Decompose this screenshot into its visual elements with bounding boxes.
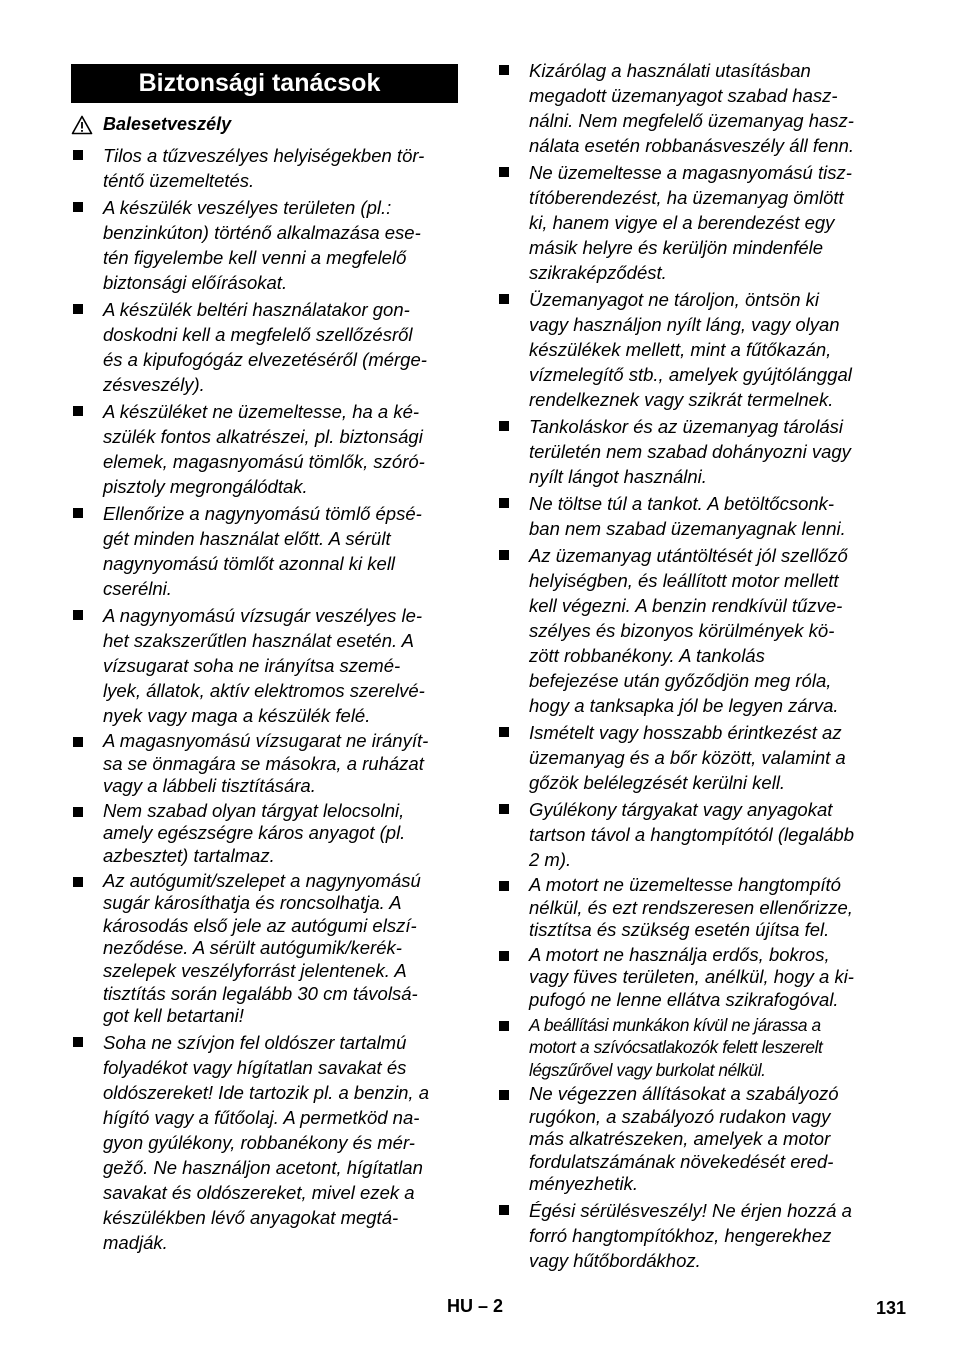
list-item	[71, 730, 463, 798]
bullet-square-icon	[499, 881, 509, 891]
list-item-text: Gyúlékony tárgyakat vagy anyagokat tartson távol a hangtompítótól (legalább 2 m).	[529, 799, 854, 870]
list-item-text: Ne üzemeltesse a magasnyomású tisz- títóberendezést, ha üzemanyag ömlött ki, hanem vigye el a berendezést egy másik helyre és kerüljön mindenféle szikraképződést.	[529, 162, 852, 283]
list-item	[497, 543, 891, 718]
list-item	[71, 870, 463, 1028]
list-item-text: A készüléket ne üzemeltesse, ha a ké- szülék fontos alkatrészei, pl. biztonsági elemek, magasnyomású tömlők, szóró- pisztoly megrongálódtak.	[103, 401, 425, 497]
list-item-text: A motort ne üzemeltesse hangtompító nélkül, és ezt rendszeresen ellenőrizze, tisztítsa és szükség esetén újítsa fel.	[529, 874, 853, 941]
list-item	[497, 944, 891, 1012]
list-item-text: Az üzemanyag utántöltését jól szellőző helyiségben, és leállított motor mellett kell végezni. A benzin rendkívül tűzve- szélyes és bizonyos körülmények kö- zött robbanékony. A tankolás befejezése után győződjön meg róla, hogy a tanksapka jól be legyen zárva.	[529, 545, 848, 716]
bullet-square-icon	[499, 1090, 509, 1100]
list-item-text: A motort ne használja erdős, bokros, vagy füves területen, anélkül, hogy a ki- pufogó ne lenne ellátva szikrafogóval.	[529, 943, 854, 1010]
list-item	[71, 399, 463, 499]
list-item	[497, 414, 891, 489]
list-item	[71, 1030, 463, 1255]
list-item	[71, 800, 463, 868]
bullet-square-icon	[73, 508, 83, 518]
warning-label: Balesetveszély	[103, 114, 232, 134]
list-item-text: Ellenőrize a nagynyomású tömlő épsé- gét minden használat előtt. A sérült nagynyomású tömlőt azonnal ki kell cserélni.	[103, 503, 422, 599]
page-number: 131	[876, 1298, 907, 1318]
list-item-text: Égési sérülésveszély! Ne érjen hozzá a forró hangtompítókhoz, hengerekhez vagy hűtőbordákhoz.	[529, 1200, 852, 1272]
list-item	[71, 603, 463, 728]
list-item	[497, 874, 891, 942]
list-item	[497, 720, 891, 795]
right-bullet-list	[497, 58, 891, 1275]
bullet-square-icon	[499, 167, 509, 177]
list-item	[497, 58, 891, 158]
list-item-text: A készülék veszélyes területen (pl.: benzinkúton) történő alkalmazása ese- tén figyelembe kell venni a megfelelő biztonsági előírásokat.	[103, 197, 421, 293]
bullet-square-icon	[499, 727, 509, 737]
list-item-text: A nagynyomású vízsugár veszélyes le- het szakszerűtlen használat esetén. A vízsugarat soha ne irányítsa szemé- lyek, állatok, aktív elektromos szerelvé- nyek vagy maga a készülék felé.	[103, 605, 425, 726]
list-item-text: A beállítási munkákon kívül ne járassa a motort a szívócsatlakozók felett leszerelt légszűrővel vagy burkolat nélkül.	[529, 1014, 823, 1080]
list-item-text: A készülék beltéri használatakor gon- doskodni kell a megfelelő szellőzésről és a kipufogógáz elvezetéséről (mérge- zésveszély).	[103, 299, 427, 395]
language-page-label: HU – 2	[447, 1296, 504, 1316]
list-item-text: Nem szabad olyan tárgyat lelocsolni, amely egészségre káros anyagot (pl. azbesztet) tartalmaz.	[103, 799, 406, 866]
bullet-square-icon	[73, 406, 83, 416]
bullet-square-icon	[499, 1205, 509, 1215]
bullet-square-icon	[73, 202, 83, 212]
list-item	[497, 1198, 891, 1273]
list-item	[497, 160, 891, 285]
list-item	[497, 491, 891, 541]
list-item	[497, 797, 891, 872]
warning-triangle-icon	[71, 115, 93, 135]
bullet-square-icon	[499, 951, 509, 961]
list-item-text: Soha ne szívjon fel oldószer tartalmú folyadékot vagy hígítatlan savakat és oldószereket! Ide tartozik pl. a benzin, a hígító vagy a fűtőolaj. A permetköd na- gyon gyúlékony, robbanékony és mér- gežő. Ne használjon acetont, hígítatlan savakat és oldószereket, mivel ezek a készülékben lévő anyagokat megtá- madják.	[103, 1031, 429, 1253]
list-item	[71, 501, 463, 601]
bullet-square-icon	[499, 294, 509, 304]
bullet-square-icon	[73, 807, 83, 817]
list-item-text: Ne töltse túl a tankot. A betöltőcsonk- ban nem szabad üzemanyagnak lenni.	[529, 493, 846, 539]
list-item-text: Tankoláskor és az üzemanyag tárolási területén nem szabad dohányozni vagy nyílt lángot használni.	[529, 416, 851, 487]
list-item	[497, 1014, 891, 1082]
left-bullet-list	[71, 143, 463, 1257]
warning-heading	[71, 114, 231, 135]
list-item	[71, 143, 463, 193]
list-item-text: Az autógumit/szelepet a nagynyomású sugár károsíthatja és roncsolhatja. A károsodás első jele az autógumi elszí- neződése. A sérült autógumik/kerék- szelepek veszélyforrást jelentenek. A tisztítás során legalább 30 cm távolsá- got kell betartani!	[103, 869, 421, 1027]
bullet-square-icon	[499, 1021, 509, 1031]
section-title: Biztonsági tanácsok	[71, 64, 458, 103]
list-item-text: Ismételt vagy hosszabb érintkezést az üzemanyag és a bőr között, valamint a gőzök belélegzését kerülni kell.	[529, 722, 846, 793]
bullet-square-icon	[73, 877, 83, 887]
bullet-square-icon	[73, 1037, 83, 1047]
list-item	[71, 195, 463, 295]
bullet-square-icon	[73, 610, 83, 620]
bullet-square-icon	[73, 304, 83, 314]
bullet-square-icon	[499, 421, 509, 431]
list-item-text: A magasnyomású vízsugarat ne irányít- sa se önmagára se másokra, a ruházat vagy a lábbeli tisztítására.	[103, 730, 429, 797]
bullet-square-icon	[499, 498, 509, 508]
list-item-text: Tilos a tűzveszélyes helyiségekben tör- téntő üzemeltetés.	[103, 145, 425, 191]
list-item-text: Üzemanyagot ne tároljon, öntsön ki vagy használjon nyílt láng, vagy olyan készülékek mellett, mint a fűtőkazán, vízmelegítő stb., amelyek gyújtólánggal rendelkeznek vagy szikrát termelnek.	[529, 289, 852, 410]
list-item-text: Ne végezzen állításokat a szabályozó rugókon, a szabályozó rudakon vagy más alkatrészeken, amelyek a motor fordulatszámának növekedését ered- ményezhetik.	[529, 1083, 839, 1195]
list-item	[497, 1083, 891, 1196]
bullet-square-icon	[499, 550, 509, 560]
bullet-square-icon	[73, 150, 83, 160]
list-item	[497, 287, 891, 412]
bullet-square-icon	[499, 804, 509, 814]
bullet-square-icon	[73, 737, 83, 747]
list-item-text: Kizárólag a használati utasításban megadott üzemanyagot szabad hasz- nálni. Nem megfelelő üzemanyag hasz- nálata esetén robbanásveszély áll fenn.	[529, 60, 854, 156]
bullet-square-icon	[499, 65, 509, 75]
list-item	[71, 297, 463, 397]
